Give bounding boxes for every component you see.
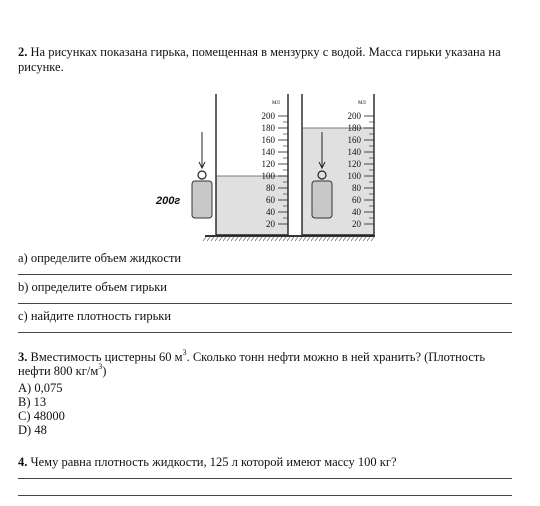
beaker-figure — [150, 88, 380, 248]
question-3-number: 3. — [18, 350, 28, 364]
tick-label-2: 180 — [347, 123, 361, 133]
tick-label-1: 20 — [266, 219, 275, 229]
answer-line-4b[interactable] — [18, 495, 512, 496]
ground-hatch — [339, 237, 342, 241]
question-2c: с) найдите плотность гирьки — [18, 309, 172, 323]
ground-hatch — [267, 237, 270, 241]
ground-hatch — [239, 237, 242, 241]
ground-hatch — [275, 237, 278, 241]
question-2-number: 2. — [18, 45, 28, 59]
tick-label-2: 20 — [352, 219, 361, 229]
answer-line-2a[interactable] — [18, 274, 512, 275]
ground-hatch — [323, 237, 326, 241]
question-3-sup-2: 3 — [98, 361, 103, 371]
water-1 — [216, 176, 288, 235]
ground-hatch — [363, 237, 366, 241]
ground-hatch — [279, 237, 282, 241]
ground-hatch — [235, 237, 238, 241]
ground-hatch — [271, 237, 274, 241]
question-2a: а) определите объем жидкости — [18, 251, 182, 265]
tick-label-1: 100 — [261, 171, 275, 181]
tick-label-1: 160 — [261, 135, 275, 145]
tick-label-1: 180 — [261, 123, 275, 133]
tick-label-2: 100 — [347, 171, 361, 181]
ground-hatch — [359, 237, 362, 241]
tick-label-2: 140 — [347, 147, 361, 157]
ground-hatch — [351, 237, 354, 241]
unit-label-2: мл — [358, 98, 366, 106]
weight-mass-label: 200г — [156, 195, 181, 207]
question-3-option-d[interactable]: D) 48 — [18, 423, 47, 437]
unit-label-1: мл — [272, 98, 280, 106]
ground-hatch — [303, 237, 306, 241]
ground-hatch — [299, 237, 302, 241]
tick-label-2: 80 — [352, 183, 361, 193]
question-3-text — [18, 347, 518, 378]
question-4-number: 4. — [18, 455, 28, 469]
hook-left — [198, 171, 206, 179]
question-4-body: Чему равна плотность жидкости, 125 л которой имеют массу 100 кг? — [30, 455, 397, 469]
tick-label-1: 60 — [266, 195, 275, 205]
tick-label-1: 120 — [261, 159, 275, 169]
tick-label-2: 60 — [352, 195, 361, 205]
question-3-body-1: Вместимость цистерны 60 м — [30, 350, 183, 364]
tick-label-1: 40 — [266, 207, 275, 217]
ground-hatch — [247, 237, 250, 241]
ground-hatch — [243, 237, 246, 241]
question-3-option-a[interactable]: А) 0,075 — [18, 381, 63, 395]
question-3-option-b[interactable]: В) 13 — [18, 395, 47, 409]
tick-label-2: 160 — [347, 135, 361, 145]
tick-label-1: 200 — [261, 111, 275, 121]
tick-label-1: 140 — [261, 147, 275, 157]
tick-label-2: 200 — [347, 111, 361, 121]
tick-label-2: 40 — [352, 207, 361, 217]
question-3-body-2: . Сколько тонн нефти можно в ней хранить? (Плотность нефти 800 кг/м — [18, 350, 486, 378]
ground-hatch — [371, 237, 374, 241]
ground-hatch — [211, 237, 214, 241]
ground-hatch — [207, 237, 210, 241]
weight-right — [312, 181, 332, 218]
question-3-body-3: ) — [102, 364, 107, 378]
ground-hatch — [311, 237, 314, 241]
ground-hatch — [331, 237, 334, 241]
weight-left — [192, 181, 212, 218]
ground-hatch — [335, 237, 338, 241]
ground-hatch — [355, 237, 358, 241]
question-2-text — [18, 45, 518, 75]
question-3-sup-1: 3 — [182, 347, 187, 357]
ground-hatch — [295, 237, 298, 241]
ground-hatch — [251, 237, 254, 241]
ground-hatch — [255, 237, 258, 241]
ground-hatch — [219, 237, 222, 241]
ground-hatch — [215, 237, 218, 241]
question-2b: b) определите объем гирьки — [18, 280, 167, 294]
answer-line-2b[interactable] — [18, 303, 512, 304]
ground-hatch — [223, 237, 226, 241]
ground-hatch — [231, 237, 234, 241]
ground-hatch — [367, 237, 370, 241]
ground-hatch — [343, 237, 346, 241]
ground-hatch — [327, 237, 330, 241]
ground-hatch — [283, 237, 286, 241]
question-3-option-c[interactable]: С) 48000 — [18, 409, 65, 423]
ground-hatch — [263, 237, 266, 241]
ground-hatch — [227, 237, 230, 241]
ground-hatch — [259, 237, 262, 241]
ground-hatch — [307, 237, 310, 241]
ground-hatch — [315, 237, 318, 241]
answer-line-4a[interactable] — [18, 478, 512, 479]
tick-label-2: 120 — [347, 159, 361, 169]
tick-label-1: 80 — [266, 183, 275, 193]
question-4-text — [18, 455, 397, 469]
question-2-body: На рисунках показана гирька, помещенная в мензурку с водой. Масса гирьки указана на рисунке. — [18, 45, 501, 74]
answer-line-2c[interactable] — [18, 332, 512, 333]
ground-hatch — [291, 237, 294, 241]
ground-hatch — [203, 237, 206, 241]
ground-hatch — [347, 237, 350, 241]
ground-hatch — [287, 237, 290, 241]
ground-hatch — [319, 237, 322, 241]
